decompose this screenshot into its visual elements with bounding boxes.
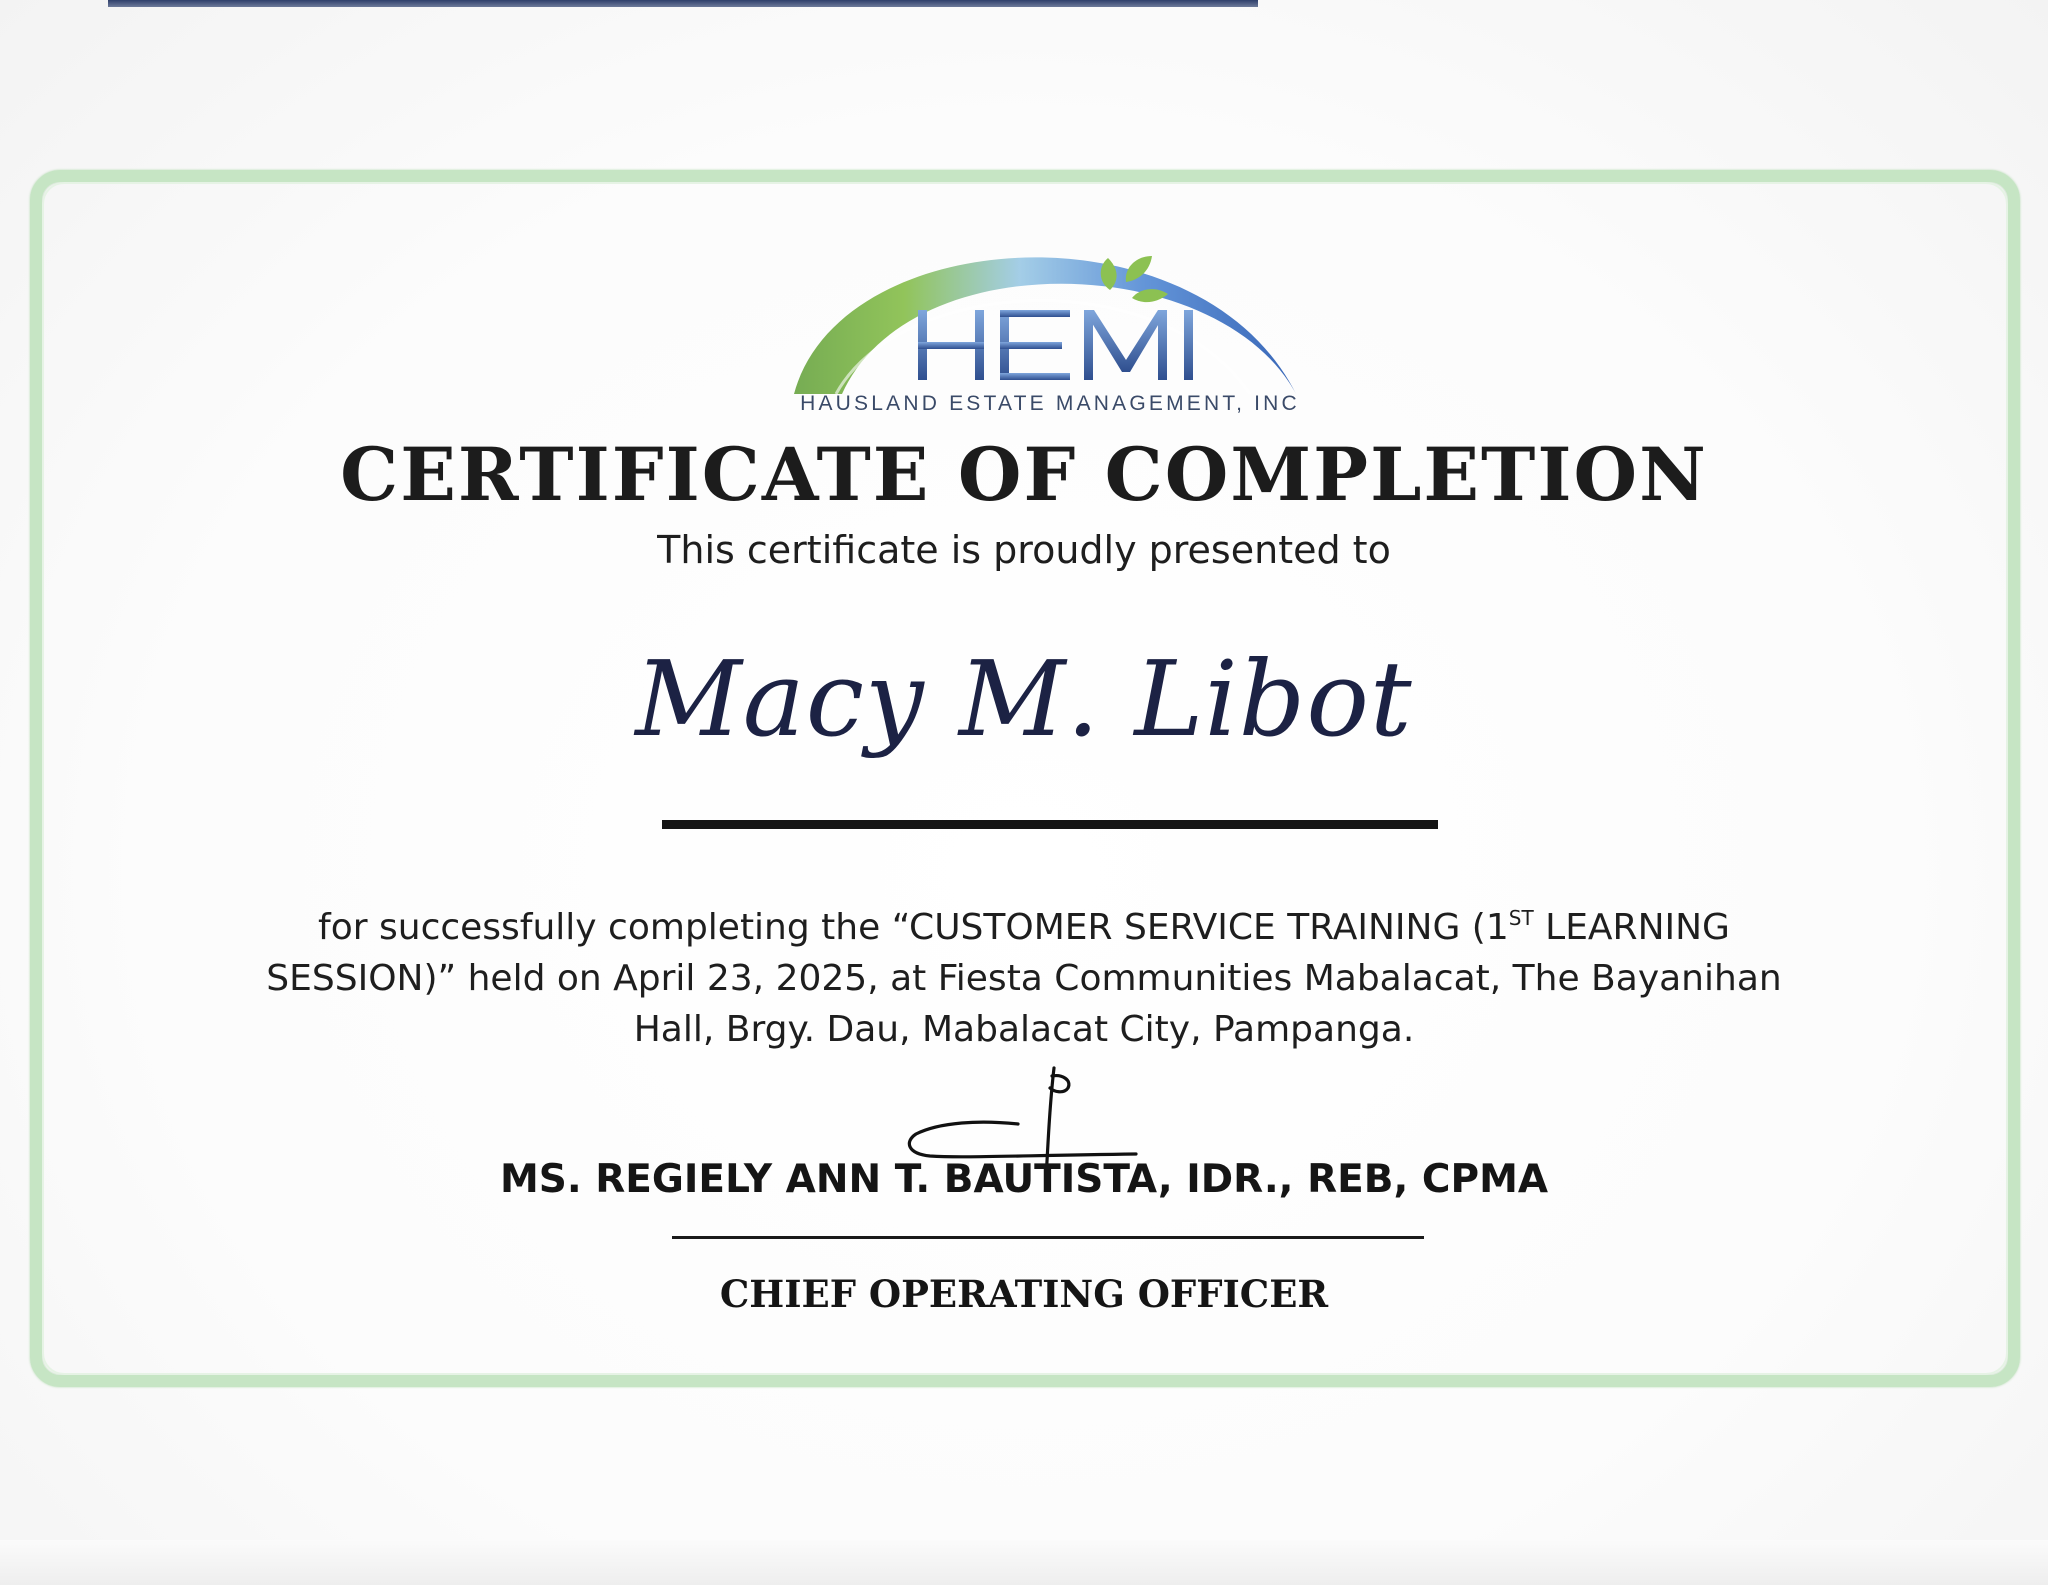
recipient-name: Macy M. Libot <box>635 638 1413 760</box>
logo-company-name: HAUSLAND ESTATE MANAGEMENT, INC <box>800 392 1300 415</box>
signatory-name: MS. REGIELY ANN T. BAUTISTA, IDR., REB, CPMA <box>499 1157 1549 1202</box>
certificate-body <box>150 902 1898 1055</box>
signatory-role: CHIEF OPERATING OFFICER <box>719 1272 1329 1316</box>
recipient-underline <box>662 820 1438 829</box>
body-line-2: SESSION)” held on April 23, 2025, at Fiesta Communities Mabalacat, The Bayanihan <box>266 958 1782 999</box>
ordinal-superscript: ST <box>1508 906 1534 930</box>
logo-wordmark <box>918 310 1193 380</box>
page-bottom-shadow <box>0 1540 2048 1585</box>
body-line-3: Hall, Brgy. Dau, Mabalacat City, Pampanga. <box>633 1009 1415 1050</box>
top-edge-strip <box>108 0 1258 7</box>
presented-to-line: This certificate is proudly presented to <box>657 528 1391 572</box>
certificate-title: CERTIFICATE OF COMPLETION <box>340 432 1708 518</box>
hemi-logo <box>780 182 1320 422</box>
body-line-1: for successfully completing the “CUSTOMER SERVICE TRAINING (1ST LEARNING <box>318 906 1730 948</box>
signature-line <box>672 1236 1424 1239</box>
